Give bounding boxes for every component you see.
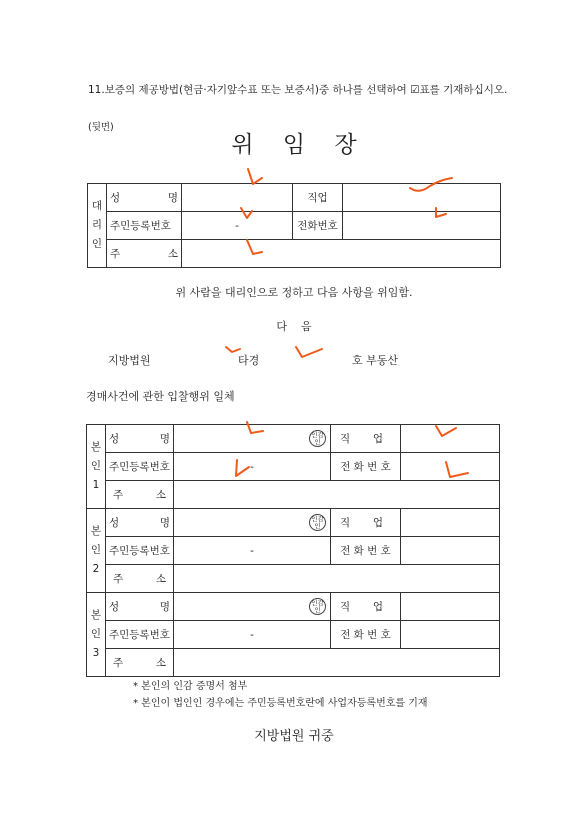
principal-name-field[interactable]: [174, 509, 331, 537]
principal-address-label: 주 소: [106, 649, 174, 677]
agent-job-field[interactable]: [343, 184, 501, 212]
principal-name-label: 성 명: [106, 425, 174, 453]
principal-job-label: 직 업: [331, 593, 401, 621]
principal-address-field[interactable]: [174, 481, 500, 509]
principal-id-field[interactable]: -: [174, 621, 331, 649]
principal-id-label: 주민등록번호: [106, 453, 174, 481]
agent-name-field[interactable]: [182, 184, 293, 212]
principal-phone-field[interactable]: [401, 537, 500, 565]
document-title: 위 임 장: [231, 132, 357, 158]
footer-court: 지방법원 귀중: [254, 729, 334, 744]
seal-stamp-icon: 인감 인: [309, 430, 326, 447]
agent-name-label: 성 명: [107, 184, 182, 212]
check-mark: [248, 169, 262, 184]
delegation-statement: 위 사람을 대리인으로 정하고 다음 사항을 위임함.: [175, 286, 413, 299]
check-mark: [296, 347, 322, 357]
principal-phone-field[interactable]: [401, 621, 500, 649]
scope-text: 경매사건에 관한 입찰행위 일체: [86, 390, 235, 403]
principal-id-field[interactable]: -: [174, 537, 331, 565]
case-type-label: 타경: [238, 354, 260, 367]
instruction-text: 11.보증의 제공방법(현금·자기앞수표 또는 보증서)중 하나를 선택하여 ☑표를 기재하십시오.: [88, 84, 508, 96]
principals-table: [86, 424, 500, 677]
principal-phone-label: 전 화 번 호: [331, 453, 401, 481]
agent-phone-field[interactable]: [343, 212, 501, 240]
principal-address-label: 주 소: [106, 565, 174, 593]
principal-phone-field[interactable]: [401, 453, 500, 481]
principal-side-label: 본 인 2: [87, 509, 106, 593]
court-name-label: 지방법원: [108, 354, 151, 367]
principal-id-field[interactable]: -: [174, 453, 331, 481]
principal-name-label: 성 명: [106, 509, 174, 537]
principal-id-label: 주민등록번호: [106, 621, 174, 649]
agent-id-label: 주민등록번호: [107, 212, 182, 240]
principal-side-label: 본 인 1: [87, 425, 106, 509]
principal-phone-label: 전 화 번 호: [331, 621, 401, 649]
principal-job-field[interactable]: [401, 593, 500, 621]
principal-id-label: 주민등록번호: [106, 537, 174, 565]
principal-address-field[interactable]: [174, 649, 500, 677]
principal-name-field[interactable]: [174, 593, 331, 621]
note-corporation: * 본인이 법인인 경우에는 주민등록번호란에 사업자등록번호를 기재: [133, 698, 428, 709]
principal-phone-label: 전 화 번 호: [331, 537, 401, 565]
agent-phone-label: 전화번호: [293, 212, 343, 240]
agent-table: [87, 183, 501, 268]
case-number-suffix: 호 부동산: [352, 354, 399, 367]
principal-job-label: 직 업: [331, 509, 401, 537]
agent-address-label: 주 소: [107, 240, 182, 268]
da-eum-heading: 다 음: [276, 320, 312, 333]
agent-address-field[interactable]: [182, 240, 501, 268]
seal-stamp-icon: 인감 인: [309, 514, 326, 531]
agent-side-label: 대 리 인: [88, 184, 107, 268]
principal-side-label: 본 인 3: [87, 593, 106, 677]
note-seal-certificate: * 본인의 인감 증명서 첨부: [133, 681, 248, 692]
principal-job-label: 직 업: [331, 425, 401, 453]
seal-stamp-icon: 인감 인: [309, 598, 326, 615]
principal-name-field[interactable]: [174, 425, 331, 453]
agent-job-label: 직업: [293, 184, 343, 212]
agent-id-field[interactable]: -: [182, 212, 293, 240]
principal-address-label: 주 소: [106, 481, 174, 509]
principal-job-field[interactable]: [401, 509, 500, 537]
principal-job-field[interactable]: [401, 425, 500, 453]
principal-address-field[interactable]: [174, 565, 500, 593]
principal-name-label: 성 명: [106, 593, 174, 621]
back-side-note: (뒷면): [88, 122, 114, 133]
